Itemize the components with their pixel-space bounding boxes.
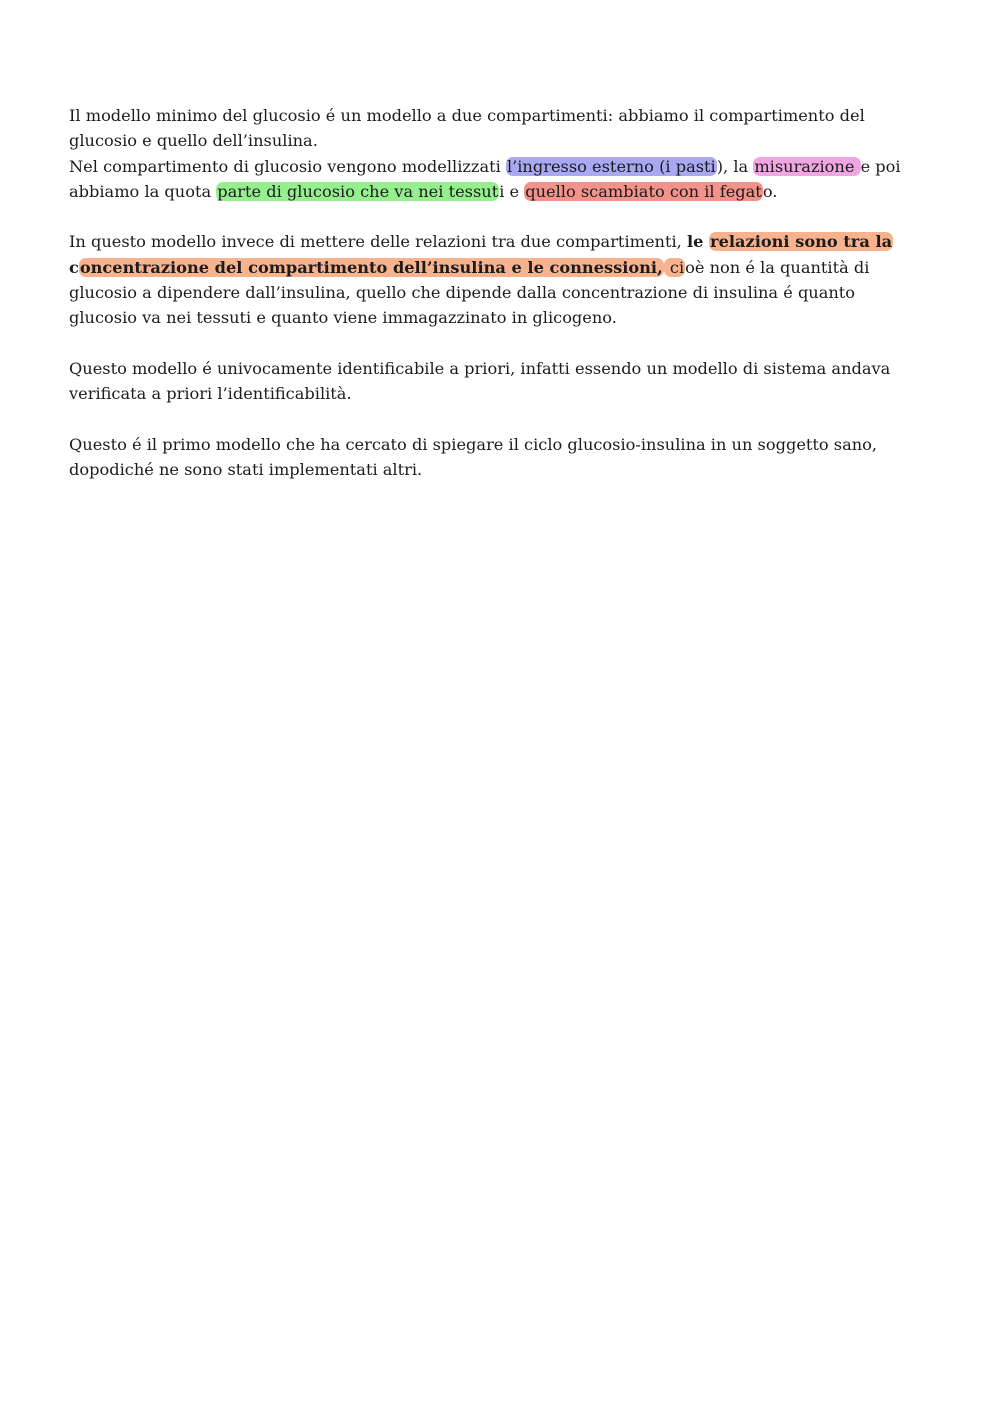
- text-segment: In questo modello invece di mettere delle relazioni tra due compartimenti,: [69, 232, 687, 252]
- text-segment: ), la: [716, 156, 754, 176]
- text-segment: i e: [499, 181, 525, 201]
- text-segment: o.: [762, 181, 778, 201]
- bold-segment: c: [69, 257, 79, 277]
- paragraph-identifiability: Questo modello é univocamente identificabile a priori, infatti essendo un modello di sistema andava verificata a priori l’identificabilità.: [69, 358, 891, 404]
- document-page: [69, 103, 919, 508]
- text-segment: Nel compartimento di glucosio vengono modellizzati: [69, 156, 506, 176]
- intro-sentence: Il modello minimo del glucosio é un modello a due compartimenti: abbiamo il compartimento del glucosio e quello dell’insulina.: [69, 106, 865, 151]
- highlight-orange: ci: [664, 257, 685, 277]
- paragraph-relations: [69, 229, 919, 330]
- text-segment: oè non é la quantità di glucosio a dipendere dall’insulina, quello che dipende dalla concentrazione di insulina é quanto glucosio va nei tessuti e quanto viene immagazzinato in glicogeno.: [69, 257, 870, 328]
- bold-segment: le: [686, 232, 710, 252]
- highlight-orange-bold: relazioni sono tra la: [710, 232, 893, 252]
- paragraph-first-model: Questo é il primo modello che ha cercato di spiegare il ciclo glucosio-insulina in un soggetto sano, dopodiché ne sono stati implementati altri.: [69, 434, 878, 480]
- highlight-blue: l’ingresso esterno (i pasti: [506, 156, 716, 176]
- text-segment: e poi abbiamo la quota: [69, 156, 901, 201]
- highlight-green: parte di glucosio che va nei tessut: [217, 181, 499, 201]
- paragraph-model-intro: [69, 103, 919, 204]
- highlight-orange-bold: oncentrazione del compartimento dell’insulina e le connessioni,: [79, 257, 663, 277]
- highlight-red: quello scambiato con il fegat: [525, 181, 762, 201]
- highlight-pink: misurazione: [754, 156, 860, 176]
